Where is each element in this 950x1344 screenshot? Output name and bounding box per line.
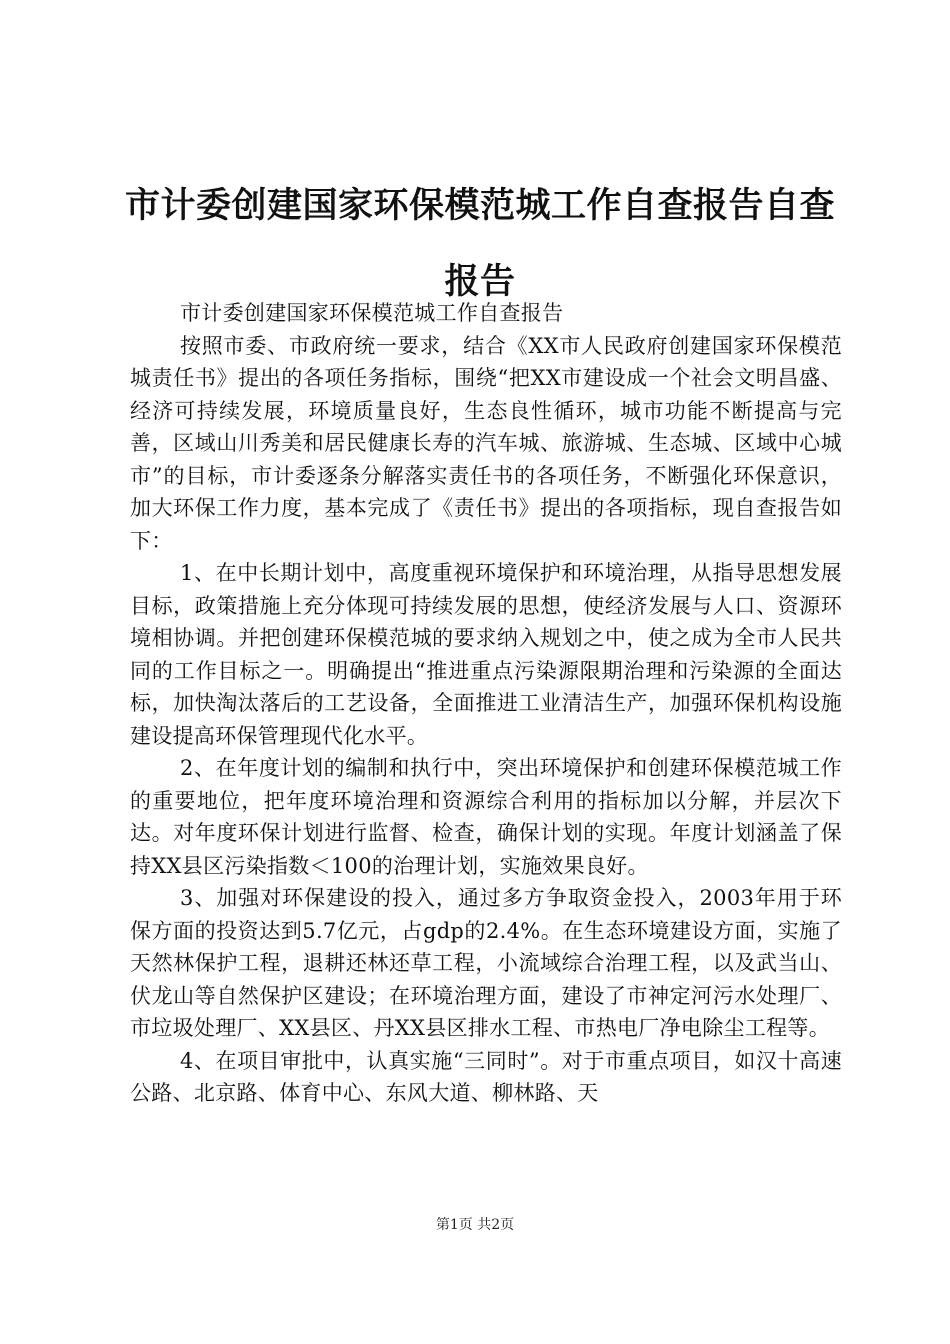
paragraph-subtitle: 市计委创建国家环保模范城工作自查报告 xyxy=(180,301,564,325)
paragraph-item-4: 4、在项目审批中，认真实施“三同时”。对于市重点项目，如汉十高速公路、北京路、体育中心、东风大道、柳林路、天 xyxy=(130,1048,842,1105)
document-title: 市计委创建国家环保模范城工作自查报告自查报告 xyxy=(124,186,835,302)
paragraph-item-3: 3、加强对环保建设的投入，通过多方争取资金投入，2003年用于环保方面的投资达到5.7亿元，占gdp的2.4%。在生态环境建设方面，实施了天然林保护工程，退耕还林还草工程，小流域综合治理工程，以及武当山、伏龙山等自然保护区建设；在环境治理方面，建设了市神定河污水处理厂、市垃圾处理厂、XX县区、丹XX县区排水工程、市热电厂净电除尘工程等。 xyxy=(130,886,842,1040)
paragraph-intro: 按照市委、市政府统一要求，结合《XX市人民政府创建国家环保模范城责任书》提出的各项任务指标，围绕“把XX市建设成一个社会文明昌盛、经济可持续发展，环境质量良好，生态良性循环，城市功能不断提高与完善，区域山川秀美和居民健康长寿的汽车城、旅游城、生态城、区域中心城市”的目标，市计委逐条分解落实责任书的各项任务，不断强化环保意识，加大环保工作力度，基本完成了《责任书》提出的各项指标，现自查报告如下： xyxy=(130,333,842,553)
paragraph-item-2: 2、在年度计划的编制和执行中，突出环境保护和创建环保模范城工作的重要地位，把年度环境治理和资源综合利用的指标加以分解，并层次下达。对年度环保计划进行监督、检查，确保计划的实现。年度计划涵盖了保持XX县区污染指数＜100的治理计划，实施效果良好。 xyxy=(130,756,842,878)
paragraph-item-1: 1、在中长期计划中，高度重视环境保护和环境治理，从指导思想发展目标，政策措施上充分体现可持续发展的思想，使经济发展与人口、资源环境相协调。并把创建环保模范城的要求纳入规划之中，使之成为全市人民共同的工作目标之一。明确提出“推进重点污染源限期治理和污染源的全面达标，加快淘汰落后的工艺设备，全面推进工业清洁生产，加强环保机构设施建设提高环保管理现代化水平。 xyxy=(130,561,842,748)
document-body xyxy=(130,297,842,1110)
page-footer: 第1页 共2页 xyxy=(435,1217,515,1233)
